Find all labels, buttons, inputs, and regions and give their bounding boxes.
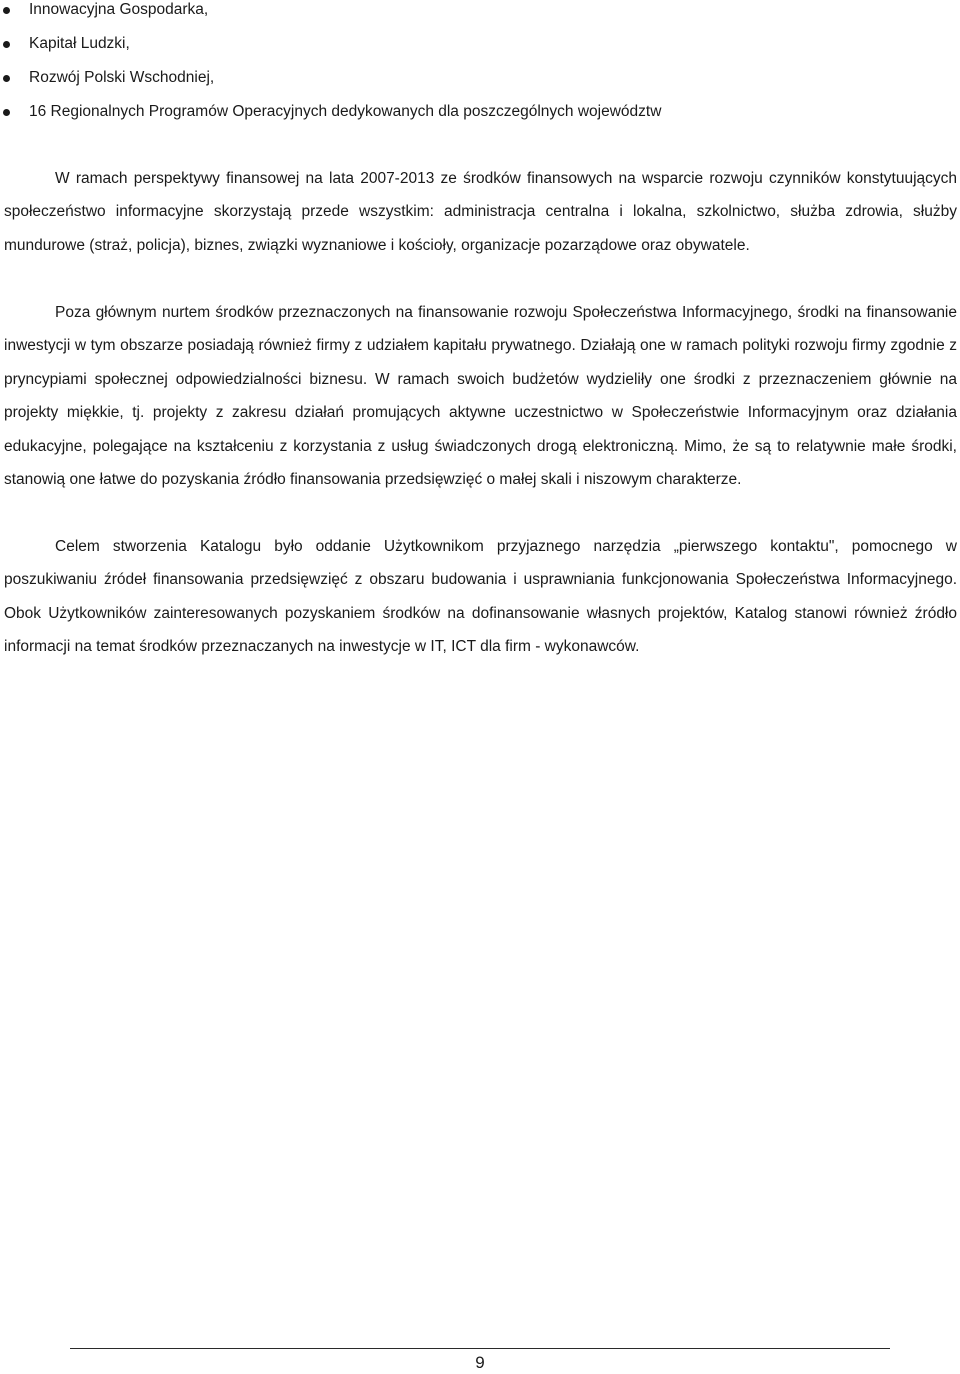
paragraph-catalog-purpose: Celem stworzenia Katalogu było oddanie Użytkownikom przyjaznego narzędzia „pierwszego kontaktu", pomocnego w poszukiwaniu źródeł finansowania przedsięwzięć z obszaru budowania i usprawniania funkcjonowania Społeczeństwa Informacyjnego. Obok Użytkowników zainteresowanych pozyskaniem środków na dofinansowanie własnych projektów, Katalog stanowi również źródło informacji na temat środków przeznaczanych na inwestycje w IT, ICT dla firm - wykonawców. (4, 538, 957, 656)
paragraph-private-funding: Poza głównym nurtem środków przeznaczonych na finansowanie rozwoju Społeczeństwa Informacyjnego, środki na finansowanie inwestycji w tym obszarze posiadają również firmy z udziałem kapitału prywatnego. Działają one w ramach polityki rozwoju firmy zgodnie z pryncypiami społecznej odpowiedzialności biznesu. W ramach swoich budżetów wydzieliły one środki z przeznaczeniem głównie na projekty miękkie, tj. projekty z zakresu działań promujących aktywne uczestnictwo w Społeczeństwie Informacyjnym oraz działania edukacyjne, polegające na kształceniu z korzystania z usług świadczonych drogą elektroniczną. Mimo, że są to relatywnie małe środki, stanowią one łatwe do pozyskania źródło finansowania przedsięwzięć o małej skali i niszowym charakterze. (4, 304, 957, 489)
list-item-text: Innowacyjna Gospodarka, (29, 1, 209, 18)
bullet-icon (3, 7, 10, 14)
bullet-icon (3, 75, 10, 82)
list-item (0, 0, 940, 34)
list-item (0, 102, 940, 136)
paragraph-beneficiaries: W ramach perspektywy finansowej na lata 2007-2013 ze środków finansowych na wsparcie rozwoju czynników konstytuujących społeczeństwo informacyjne skorzystają przede wszystkim: administracja centralna i lokalna, szkolnictwo, służba zdrowia, służby mundurowe (straż, policja), biznes, związki wyznaniowe i kościoły, organizacje pozarządowe oraz obywatele. (4, 170, 957, 254)
list-item (0, 34, 940, 68)
bullet-icon (3, 41, 10, 48)
footer-divider (70, 1348, 890, 1349)
list-item-text: Kapitał Ludzki, (29, 35, 130, 52)
list-item (0, 68, 940, 102)
list-item-text: 16 Regionalnych Programów Operacyjnych dedykowanych dla poszczególnych województw (29, 103, 662, 120)
bullet-icon (3, 109, 10, 116)
program-bullet-list (0, 0, 940, 136)
list-item-text: Rozwój Polski Wschodniej, (29, 69, 215, 86)
page-number: 9 (475, 1353, 485, 1372)
